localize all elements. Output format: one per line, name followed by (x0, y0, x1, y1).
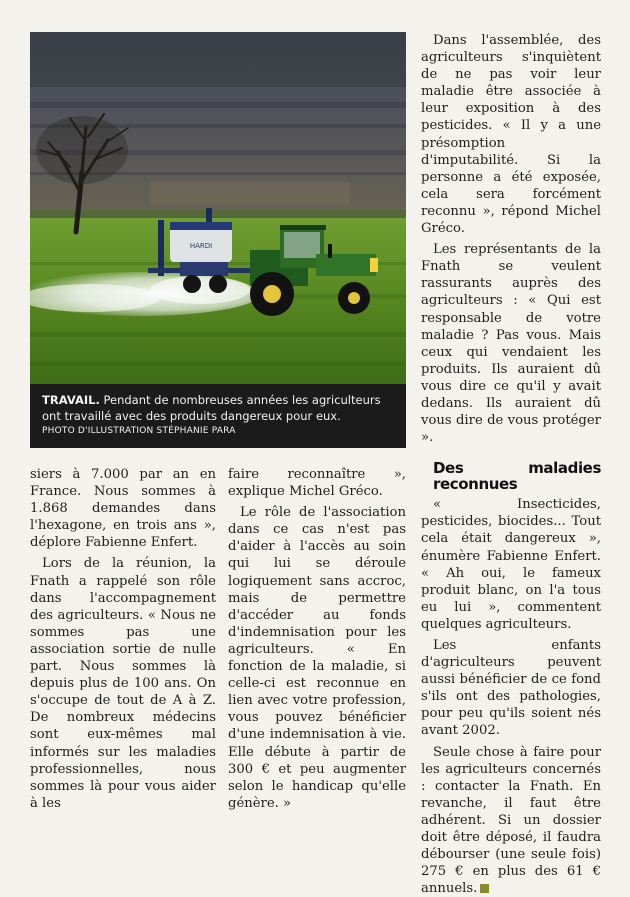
paragraph (421, 744, 601, 897)
section-subheading: Des maladies reconnues (433, 459, 601, 494)
paragraph: Les enfants d'agriculteurs peuvent aussi bénéficier de ce fond s'ils ont des pathologies, pour peu qu'ils soient nés avant 2002. (421, 638, 601, 739)
caption-text: Pendant de nombreuses années les agriculteurs ont travaillé avec des produits dangereux pour eux. (42, 393, 381, 423)
paragraph: « Insecticides, pesticides, biocides... Tout cela était dangereux », énumère Fabienne Enfert. « Ah oui, le fameux produit blanc, on l'a tous eu lui », commentent quelques agriculteurs. (421, 497, 601, 632)
paragraph: Les représentants de la Fnath se veulent rassurants auprès des agriculteurs : « Qui est responsable de votre maladie ? Pas vous. Mais ceux qui vendaient les produits. Ils auraient dû vous dire ce qu'il y avait dedans. Ils auraient dû vous dire de vous protéger ». (421, 242, 601, 446)
paragraph-text: Seule chose à faire pour les agriculteurs concernés : contacter la Fnath. En revanche, il faut être adhérent. Si un dossier doit être déposé, il faudra débourser (une seule fois) 275 € en plus des 61 € annuels. (421, 744, 601, 897)
paragraph: Le rôle de l'association dans ce cas n'est pas d'aider à l'accès au soin qui lui se déroule logiquement sans accroc, mais de permettre d'accéder au fonds d'indemnisation pour les agriculteurs. « En fonction de la maladie, si celle-ci est reconnue en lien avec votre profession, vous pouvez bénéficier d'une indemnisation à vie. Elle débute à partir de 300 € et peu augmenter selon le handicap qu'elle génère. » (228, 505, 406, 811)
caption-tag: TRAVAIL. (42, 393, 100, 407)
photo-caption (30, 384, 406, 448)
sprayer-brand-label: HARDI (189, 242, 213, 250)
paragraph: siers à 7.000 par an en France. Nous sommes à 1.868 demandes dans l'hexagone, en trois ans », déplore Fabienne Enfert. (30, 467, 216, 551)
article-photo-block (30, 32, 406, 448)
tractor-spraying-photo (30, 32, 406, 384)
paragraph: Dans l'assemblée, des agriculteurs s'inquiètent de ne pas voir leur maladie être associée à leur exposition à des pesticides. « Il y a une présomption d'imputabilité. Si la personne a été exposée, cela sera forcément reconnu », répond Michel Gréco. (421, 33, 601, 237)
paragraph: Lors de la réunion, la Fnath a rappelé son rôle dans l'accompagnement des agriculteurs. « Nous ne sommes pas une association sortie de nulle part. Nous sommes là depuis plus de 100 ans. On s'occupe de tout de A à Z. De nombreux médecins sont eux-mêmes mal informés sur les maladies professionnelles, nous sommes là pour vous aider à les (30, 556, 216, 811)
paragraph: faire reconnaître », explique Michel Gréco. (228, 467, 406, 500)
article-column-1 (30, 466, 216, 812)
article-column-3 (421, 32, 601, 897)
article-column-2 (228, 466, 406, 812)
photo-credit: PHOTO D'ILLUSTRATION STÉPHANIE PARA (42, 426, 236, 436)
article-end-mark (480, 884, 489, 893)
